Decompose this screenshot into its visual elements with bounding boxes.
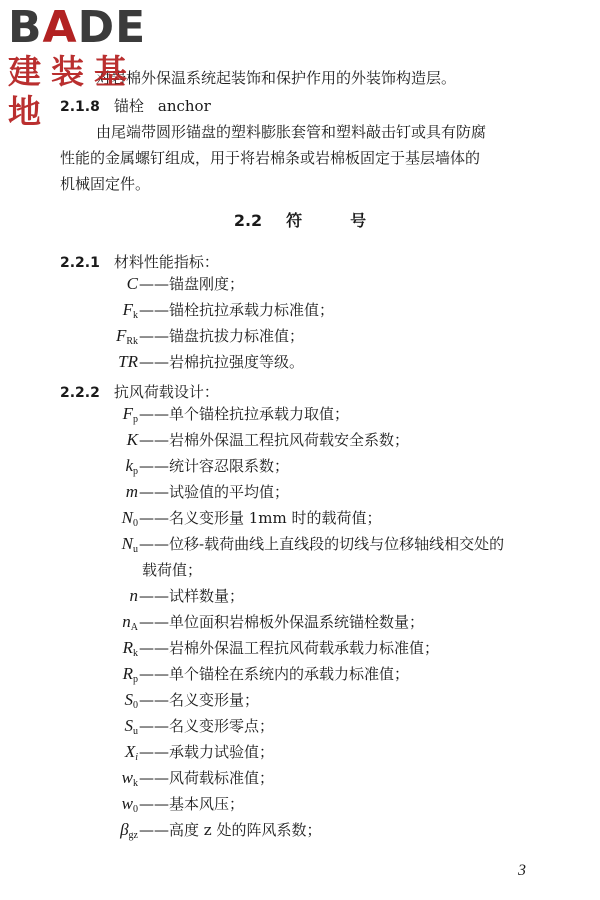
symbol: $S_0$ [124,690,138,711]
symbol: $R_p$ [122,664,138,685]
symbol: $N_u$ [121,534,138,555]
symbol-entry [0,635,600,661]
symbol-description: ——试样数量； [139,587,245,605]
symbol: TR [118,352,138,371]
symbol-description: ——名义变形零点； [139,717,275,735]
symbol-description: ——单位面积岩棉板外保温系统锚栓数量； [139,613,425,631]
symbol: $w_0$ [121,794,138,815]
symbol: m [125,482,138,501]
symbol-description: ——位移-载荷曲线上直线段的切线与位移轴线相交处的 [139,535,505,553]
symbol: n [129,586,138,605]
symbol-description: ——岩棉抗拉强度等级。 [139,353,305,371]
symbol-entry [0,713,600,739]
symbol-description: ——锚栓抗拉承载力标准值； [139,301,335,319]
symbol-entry [0,271,600,297]
symbol-entry [0,349,600,375]
symbol-description: ——风荷载标准值； [139,769,275,787]
term-218-en: anchor [157,97,211,115]
symbol-entry [0,817,600,843]
term-218-def-line: 机械固定件。 [60,175,151,193]
group-222-number: 2.2.2 [60,385,100,401]
symbol: $w_k$ [121,768,138,789]
symbol-description: ——单个锚栓抗拉承载力取值； [139,405,350,423]
symbol-description: ——单个锚栓在系统内的承载力标准值； [139,665,410,683]
symbol-entry [0,687,600,713]
symbol: $F_p$ [122,404,138,425]
symbol-description: ——岩棉外保温工程抗风荷载安全系数； [139,431,410,449]
symbol-entry [0,531,600,557]
group-221-title: 材料性能指标： [113,253,219,271]
symbol-description: ——名义变形量； [139,691,260,709]
symbol-entry [0,765,600,791]
term-218-def-line: 由尾端带圆形锚盘的塑料膨胀套管和塑料敲击钉或具有防腐 [96,123,487,141]
symbol-entry [0,297,600,323]
symbol-description: ——岩棉外保温工程抗风荷载承载力标准值； [139,639,440,657]
symbol: C [126,274,138,293]
term-218-def-line: 性能的金属螺钉组成，用于将岩棉条或岩棉板固定于基层墙体的 [60,149,481,167]
symbol-entry [0,739,600,765]
symbol: $k_p$ [125,456,138,477]
symbol-entry [0,401,600,427]
group-222-heading [60,382,219,403]
symbol-entry [0,609,600,635]
page-number: 3 [518,862,526,879]
symbol-entry [0,427,600,453]
symbol-entry [0,505,600,531]
symbol-description: ——锚盘抗拔力标准值； [139,327,305,345]
logo-brand: BADE [8,2,147,53]
symbol-description: ——统计容忍限系数； [139,457,290,475]
symbol: $n_A$ [122,612,138,633]
group-221-number: 2.2.1 [60,255,100,271]
section-title: 2.2 符 号 [233,211,367,230]
term-218-cn: 锚栓 [113,97,144,115]
symbol-entry [0,479,600,505]
symbol-entry [0,583,600,609]
symbol-description: ——试验值的平均值； [139,483,290,501]
intro-tail-text: 对岩棉外保温系统起装饰和保护作用的外装饰构造层。 [96,69,457,87]
group-222-title: 抗风荷载设计： [113,383,219,401]
term-218-number: 2.1.8 [60,99,100,115]
symbol: $F_{Rk}$ [115,326,138,347]
symbol: $F_k$ [122,300,138,321]
symbol-entry [0,791,600,817]
symbol-description: ——高度 z 处的阵风系数； [139,821,322,839]
logo-subtitle: 建装基地 [8,52,137,131]
symbol: $N_0$ [121,508,138,529]
symbol-entry [0,323,600,349]
symbol: $S_u$ [124,716,138,737]
symbol-entry [0,453,600,479]
symbol-description: ——名义变形量 1mm 时的载荷值； [139,509,382,527]
symbol: K [126,430,138,449]
section-number: 2.2 [233,211,263,230]
symbol: $X_i$ [124,742,138,763]
symbol-entry [0,661,600,687]
symbol-description: ——基本风压； [139,795,245,813]
group-221-heading [60,252,219,273]
symbol-description: ——锚盘刚度； [139,275,245,293]
symbol-description-continued: 载荷值； [142,561,203,579]
symbol-description: ——承载力试验值； [139,743,275,761]
symbol: $\beta_{gz}$ [120,820,138,841]
symbol: $R_k$ [122,638,138,659]
